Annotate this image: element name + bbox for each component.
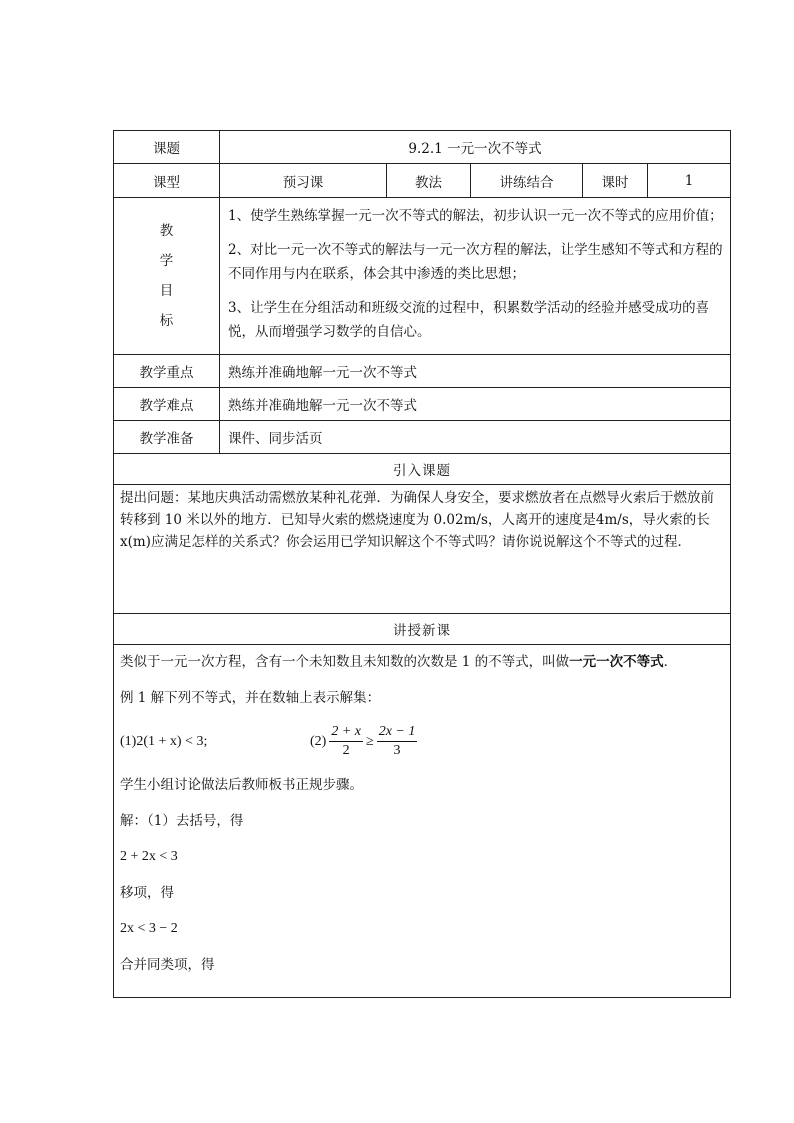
solution-step-1: 2 + 2x < 3: [120, 849, 178, 864]
intro-title: 引入课题: [114, 454, 731, 485]
lecture-content: [114, 645, 731, 998]
solution-step-2: 2x < 3 − 2: [120, 921, 178, 936]
key-point-label: 教学重点: [114, 355, 220, 388]
goal-item: 1、使学生熟练掌握一元一次不等式的解法，初步认识一元一次不等式的应用价值；: [228, 208, 723, 224]
key-point-value: 熟练并准确地解一元一次不等式: [220, 355, 731, 388]
definition-term: 一元一次不等式: [569, 654, 664, 670]
topic-label: 课题: [114, 131, 220, 164]
intro-content: [114, 485, 731, 614]
goals-content: [220, 198, 731, 355]
inequality-2: (2) $\frac{2 + x}{2}$ ≥ $\frac{2x - 1}{3}$: [310, 724, 416, 758]
hours-value: 1: [648, 164, 731, 198]
inequality-1: (1)2(1 + x) < 3;: [120, 733, 208, 749]
group-note: 学生小组讨论做法后教师板书正规步骤。: [120, 777, 363, 793]
method-label: 教法: [387, 164, 471, 198]
preparation-value: 课件、同步活页: [220, 421, 731, 454]
method-value: 讲练结合: [471, 164, 583, 198]
example-inequalities: [120, 723, 724, 760]
solution-intro: 解：（1）去括号，得: [120, 813, 244, 829]
type-label: 课型: [114, 164, 220, 198]
hours-label: 课时: [583, 164, 648, 198]
difficulty-label: 教学难点: [114, 388, 220, 421]
difficulty-value: 熟练并准确地解一元一次不等式: [220, 388, 731, 421]
type-value: 预习课: [220, 164, 387, 198]
lesson-plan: [113, 130, 730, 998]
solution-step-2-label: 移项，得: [120, 885, 174, 901]
solution-step-3-label: 合并同类项，得: [120, 957, 215, 973]
intro-text: 提出问题：某地庆典活动需燃放某种礼花弹．为确保人身安全，要求燃放者在点燃导火索后于燃放前转移到 10 米以外的地方．已知导火索的燃烧速度为 0.02m/s，人离开的速度是4m/s，导火索的长x(m)应满足怎样的关系式？你会运用已学知识解这个不等式吗？请你说说解这个不等式的过程．: [120, 490, 714, 550]
example-title: 例 1 解下列不等式，并在数轴上表示解集：: [120, 690, 381, 706]
preparation-label: 教学准备: [114, 421, 220, 454]
goals-label: 教 学 目 标: [114, 198, 220, 355]
lesson-plan-table: [113, 130, 731, 998]
lecture-title: 讲授新课: [114, 614, 731, 645]
goal-item: 2、对比一元一次不等式的解法与一元一次方程的解法，让学生感知不等式和方程的不同作用与内在联系，体会其中渗透的类比思想；: [228, 242, 723, 282]
goal-item: 3、让学生在分组活动和班级交流的过程中，积累数学活动的经验并感受成功的喜悦，从而增强学习数学的自信心。: [228, 300, 710, 340]
definition: 类似于一元一次方程，含有一个未知数且未知数的次数是 1 的不等式，叫做一元一次不等式．: [120, 654, 678, 670]
topic-value: 9.2.1 一元一次不等式: [220, 131, 731, 164]
